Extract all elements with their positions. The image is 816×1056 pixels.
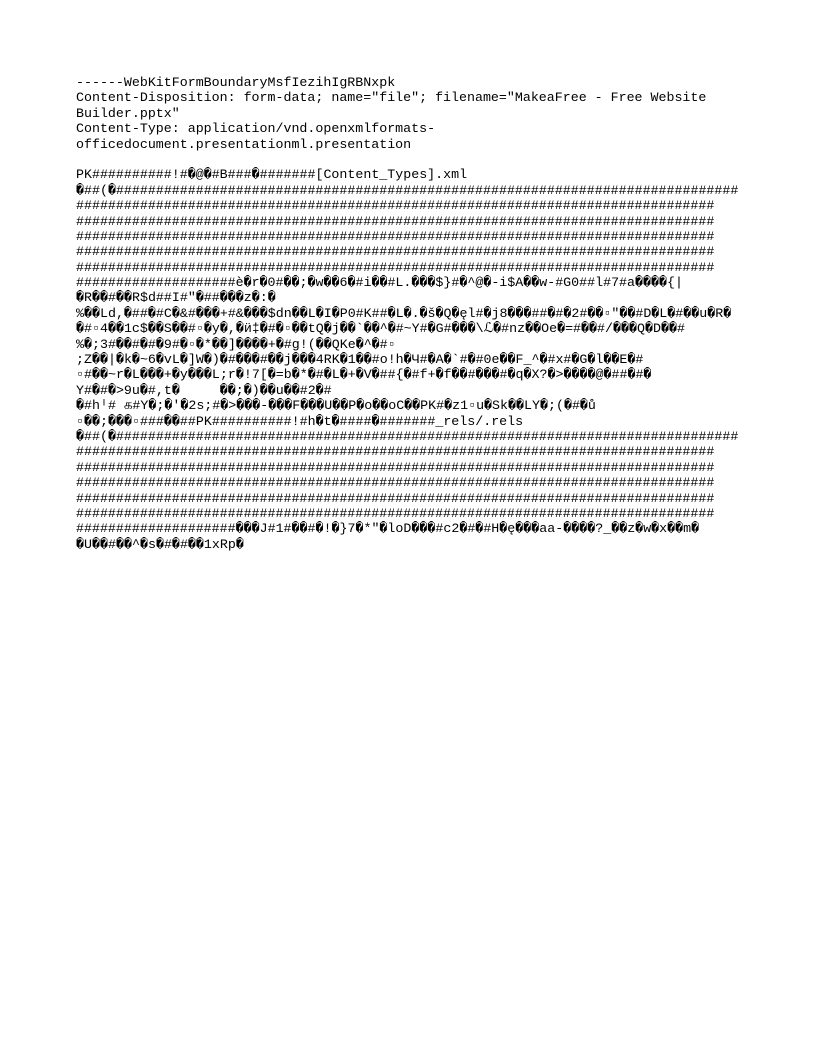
document-page xyxy=(76,75,746,552)
text-line: %��Ld,�##�#C�&#���+#&���$dn��L�I�P0#K##�L�.�š�Q�ęl#�j8���##�#�2#��▫"��#D�L�#��u�R� xyxy=(76,305,732,321)
text-line: PK##########!#�@�#B###�#######[Content_Types].xml xyxy=(76,167,468,183)
text-line: ▫#��~r�L���+�y���L;r�!7[�=b�*�#�L�+�V�##{�#f+�f��#���#�q�X?�>����@�##�#� xyxy=(76,367,652,383)
text-line: �##(�############################################################################## xyxy=(76,428,739,444)
text-line: ####################���J#1#��#�!�}7�*"�loD���#c2�#�#H�ę���aa-����?_��z�w�x��m� xyxy=(76,521,700,537)
text-line: �##(�############################################################################## xyxy=(76,182,739,198)
blank-line xyxy=(76,152,746,167)
text-line: %�;3#��#�#�9#�▫�*��]����+�#g!(��QKe�^�#▫ xyxy=(76,336,396,352)
text-line: ################################################################################ xyxy=(76,444,715,460)
text-line: ;Z��|�k�~6�vL�]W�)�#���#��j���4RK�1��#o!h�Ч#�A�`#�#0e��F_^�#x#�G�l��E�# xyxy=(76,352,644,368)
text-line: ▫��;���▫###��##PK##########!#h�t�####�#######_rels/.rels xyxy=(76,413,524,429)
text-line: ################################################################################ xyxy=(76,228,715,244)
text-line: ################################################################################ xyxy=(76,490,715,506)
text-line: Builder.pptx" xyxy=(76,105,180,121)
text-line: ################################################################################ xyxy=(76,459,715,475)
text-line: ################################################################################ xyxy=(76,475,715,491)
text-line: �#▫4��1c$��S��#▫�y�,�ӥ‡�#�▫��tQ�j��`��^�#~Y#�G#���\ℒ�#nz��Oe�=#��#/���Q�D��# xyxy=(76,321,685,337)
text-line: �#hᴵ# க#Y�;�'�2s;#�>���-���F���U��P�o��oC��PK#�z1▫u�Sk��LY�;(�#�ů xyxy=(76,398,596,414)
text-line: ####################è�r�0#��;�w��6�#i��#L.���$}#�^@�-i$A��w-#G0##l#7#a����{| xyxy=(76,275,683,291)
text-line: �U��#��^�s�#�#��1xRp� xyxy=(76,536,244,552)
text-line: officedocument.presentationml.presentation xyxy=(76,136,412,152)
text-line: ################################################################################ xyxy=(76,505,715,521)
text-line: �R��#��R$d##I#"�##���z�:� xyxy=(76,290,276,306)
text-line: ------WebKitFormBoundaryMsfIezihIgRBNxpk xyxy=(76,75,396,90)
text-line: Content-Disposition: form-data; name="file"; filename="MakeaFree - Free Website xyxy=(76,90,707,106)
text-line: Content-Type: application/vnd.openxmlformats- xyxy=(76,121,436,137)
text-line: ################################################################################ xyxy=(76,198,715,214)
text-line: ################################################################################ xyxy=(76,213,715,229)
text-line: ################################################################################ xyxy=(76,259,715,275)
text-line: ################################################################################ xyxy=(76,244,715,260)
text-line: Y#�#�>9u�#,t� ��;�)��u��#2�# xyxy=(76,382,332,398)
